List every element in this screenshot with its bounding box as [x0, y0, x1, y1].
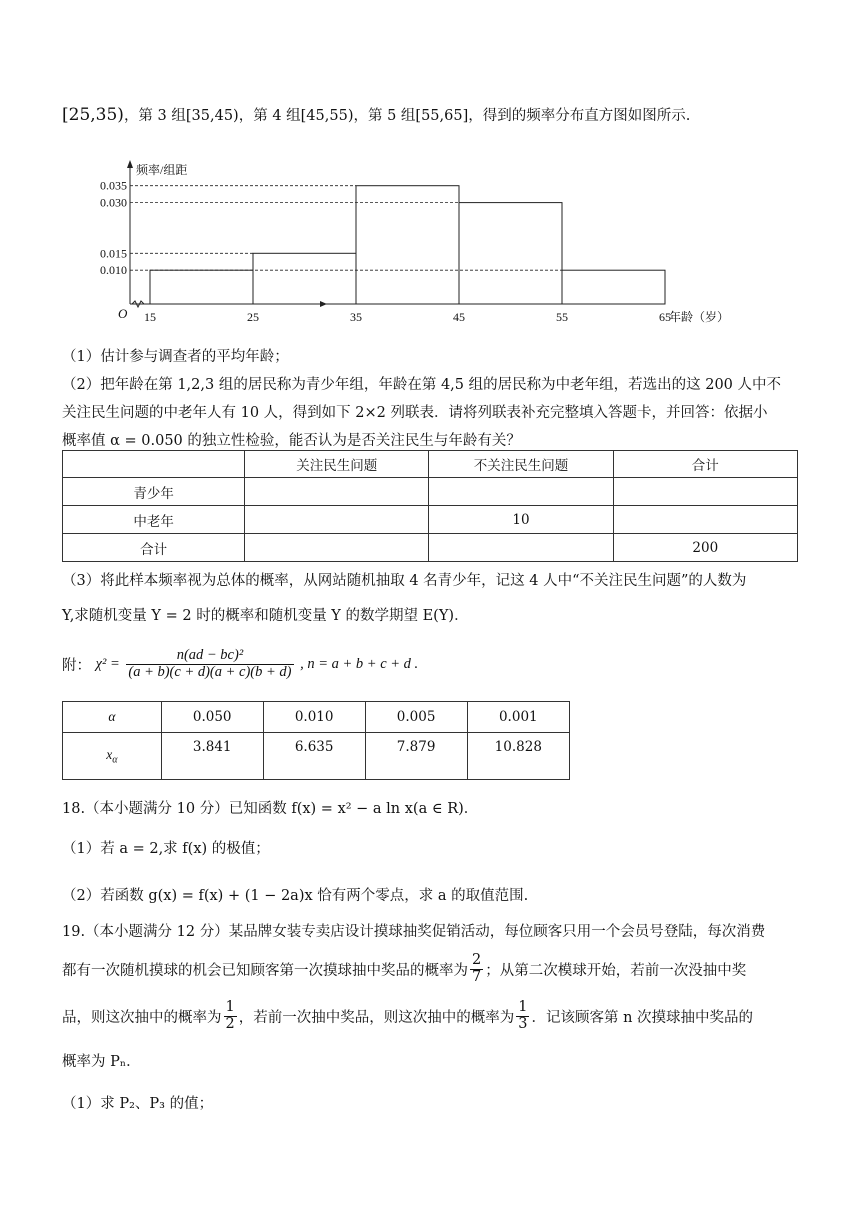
- problem-18-part-1: （1）若 a = 2,求 f(x) 的极值；: [62, 841, 270, 857]
- table-cell: 中老年: [63, 506, 245, 534]
- problem-18-heading: 18.（本小题满分 10 分）已知函数 f(x) = x² − a ln x(a ∈ R)．: [62, 801, 479, 817]
- table-cell: [613, 506, 797, 534]
- fraction-denominator: (a + b)(c + d)(a + c)(b + d): [128, 663, 292, 680]
- intro-lead: [25,35): [62, 105, 124, 125]
- histogram-bar: [562, 270, 665, 304]
- histogram-bar: [253, 253, 356, 304]
- problem-19-line-4: 概率为 Pₙ．: [62, 1054, 141, 1070]
- question-1: （1）估计参与调查者的平均年龄；: [62, 349, 289, 365]
- x-tick-label: 15: [144, 310, 156, 324]
- fraction-one-third: [516, 1000, 529, 1033]
- table-cell: 不关注民生问题: [429, 451, 613, 478]
- alpha-header: α: [63, 702, 162, 733]
- x-subscript: α: [112, 754, 118, 766]
- table-cell: 0.010: [263, 702, 365, 733]
- x-tick-label: 25: [247, 310, 259, 324]
- fraction-denominator: 2: [225, 1015, 235, 1032]
- table-cell: 0.005: [365, 702, 467, 733]
- chi-square-fraction: [126, 648, 293, 681]
- fraction-numerator: 2: [472, 952, 482, 968]
- table-cell: [245, 478, 429, 506]
- contingency-table: [62, 450, 798, 562]
- table-cell: 青少年: [63, 478, 245, 506]
- table-cell: 10.828: [467, 733, 569, 780]
- fraction-denominator: 7: [472, 968, 482, 985]
- intro-rest: ，第 3 组[35,45)，第 4 组[45,55)，第 5 组[55,65]，得到的频率分布直方图如图所示.: [123, 108, 691, 124]
- table-cell: [429, 534, 613, 562]
- table-row: [63, 451, 798, 478]
- x-tick-label: 65: [659, 310, 671, 324]
- line-text: ．记该顾客第 n 次摸球抽中奖品的: [531, 1009, 754, 1026]
- fraction-two-sevenths: [470, 953, 483, 986]
- line-text: 都有一次随机摸球的机会已知顾客第一次摸球抽中奖品的概率为: [62, 962, 468, 979]
- question-2-line-2: 关注民生问题的中老年人有 10 人，得到如下 2×2 列联表．请将列联表补充完整填入答题卡，并回答：依据小: [62, 405, 768, 421]
- problem-19-line-2: [62, 953, 746, 986]
- histogram-bar: [459, 203, 562, 304]
- table-cell: 合计: [63, 534, 245, 562]
- line-text: ；从第二次模球开始，若前一次没抽中奖: [485, 962, 747, 979]
- table-cell: [429, 478, 613, 506]
- table-cell: 关注民生问题: [245, 451, 429, 478]
- appendix-label: 附：: [62, 657, 91, 674]
- critical-value-table: [62, 701, 570, 780]
- fraction-numerator: 1: [225, 999, 235, 1015]
- table-cell: 10: [429, 506, 613, 534]
- histogram-bar: [150, 270, 253, 304]
- line-text: ，若前一次抽中奖品，则这次抽中的概率为: [238, 1009, 515, 1026]
- problem-19-line-1: 19.（本小题满分 12 分）某品牌女装专卖店设计摸球抽奖促销活动，每位顾客只用一个会员号登陆，每次消费: [62, 924, 766, 940]
- appendix-tail: , n = a + b + c + d .: [300, 655, 419, 672]
- problem-19-part-1: （1）求 P₂、P₃ 的值；: [62, 1096, 214, 1112]
- table-row: [63, 534, 798, 562]
- fraction-numerator: 1: [518, 999, 528, 1015]
- y-axis-arrow: [127, 160, 133, 168]
- fraction-denominator: 3: [518, 1015, 528, 1032]
- y-tick-label: 0.015: [100, 246, 127, 261]
- fraction-one-half: [224, 1000, 237, 1033]
- table-cell: 6.635: [263, 733, 365, 780]
- table-row: [63, 733, 570, 780]
- question-3-line-2: Y,求随机变量 Y = 2 时的概率和随机变量 Y 的数学期望 E(Y)．: [62, 608, 469, 624]
- chi-square-symbol: χ² =: [95, 655, 120, 672]
- y-tick-label: 0.035: [100, 178, 127, 193]
- x-tick-label: 55: [556, 310, 568, 324]
- fraction-numerator: n(ad − bc)²: [126, 648, 293, 665]
- origin-label: O: [118, 306, 128, 321]
- table-cell: [245, 534, 429, 562]
- table-row: [63, 478, 798, 506]
- table-cell: [613, 478, 797, 506]
- table-cell: 0.001: [467, 702, 569, 733]
- x-axis-label: 年龄（岁）: [669, 310, 730, 324]
- frequency-histogram: [100, 158, 730, 338]
- y-tick-label: 0.010: [100, 263, 127, 278]
- x-alpha-header: [63, 733, 162, 780]
- table-cell: 0.050: [161, 702, 263, 733]
- histogram-bar: [356, 186, 459, 304]
- table-cell: 合计: [613, 451, 797, 478]
- appendix-formula: [62, 648, 418, 681]
- line-text: 品，则这次抽中的概率为: [62, 1009, 222, 1026]
- question-2-line-3: 概率值 α = 0.050 的独立性检验，能否认为是否关注民生与年龄有关？: [62, 433, 521, 449]
- problem-19-line-3: [62, 1000, 753, 1033]
- problem-18-part-2: （2）若函数 g(x) = f(x) + (1 − 2a)x 恰有两个零点，求 a 的取值范围.: [62, 888, 529, 904]
- intro-line: [62, 104, 690, 125]
- table-cell: 200: [613, 534, 797, 562]
- x-tick-label: 35: [350, 310, 362, 324]
- table-cell: 3.841: [161, 733, 263, 780]
- table-cell: [245, 506, 429, 534]
- table-cell: [63, 451, 245, 478]
- question-3-line-1: （3）将此样本频率视为总体的概率，从网站随机抽取 4 名青少年，记这 4 人中“不关注民生问题”的人数为: [62, 573, 747, 589]
- table-row: [63, 702, 570, 733]
- question-2-line-1: （2）把年龄在第 1,2,3 组的居民称为青少年组，年龄在第 4,5 组的居民称为中老年组，若选出的这 200 人中不: [62, 377, 782, 393]
- table-row: [63, 506, 798, 534]
- x-tick-label: 45: [453, 310, 465, 324]
- x-label: x: [106, 746, 113, 762]
- y-axis-label: 频率/组距: [136, 163, 188, 177]
- table-cell: 7.879: [365, 733, 467, 780]
- y-tick-label: 0.030: [100, 195, 127, 210]
